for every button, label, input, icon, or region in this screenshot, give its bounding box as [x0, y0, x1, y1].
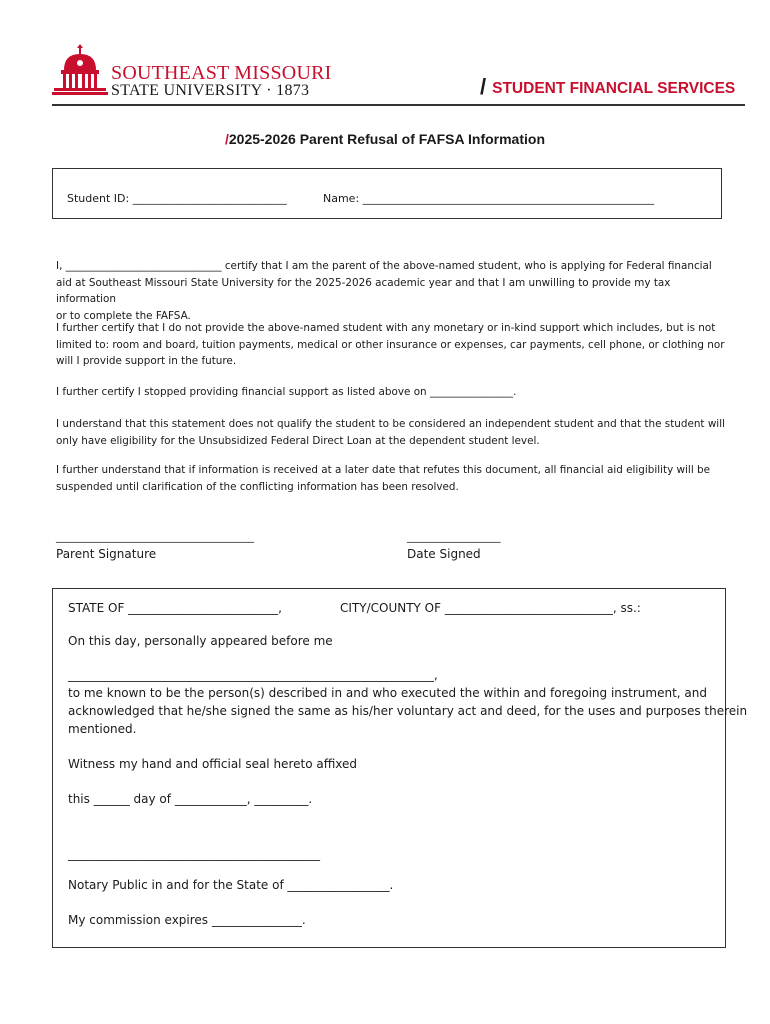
notary-acknowledgment-text [68, 684, 747, 738]
notary-appeared-text: On this day, personally appeared before me [68, 634, 333, 648]
student-id-field[interactable]: Student ID: ____________________________ [67, 192, 287, 205]
certification-paragraph-4 [56, 416, 726, 449]
notary-witness-text: Witness my hand and official seal hereto affixed [68, 757, 358, 771]
notary-date-field[interactable]: this ______ day of ____________, _________. [68, 792, 313, 806]
brand-name-line2: STATE UNIVERSITY · 1873 [111, 82, 310, 99]
notary-commission-field[interactable]: My commission expires _______________. [68, 913, 306, 927]
paragraph-line: I further certify I stopped providing financial support as listed above on ________________. [56, 386, 517, 398]
department-title [480, 73, 735, 99]
paragraph-line: I understand that this statement does not qualify the student to be considered an independent student and that the student will [56, 418, 725, 430]
title-slash: / [224, 131, 229, 147]
department-slash: / [480, 74, 487, 99]
department-name: STUDENT FINANCIAL SERVICES [492, 80, 736, 97]
brand-name-line1: SOUTHEAST MISSOURI [111, 62, 332, 84]
certification-paragraph-2 [56, 320, 726, 370]
certification-paragraph-5 [56, 462, 726, 495]
certification-paragraph-1 [56, 258, 726, 324]
paragraph-line: I further understand that if information is received at a later date that refutes this document, all financial aid eligibility will be [56, 464, 710, 476]
notary-state-field[interactable]: STATE OF _________________________, [68, 601, 282, 615]
parent-signature-label: Parent Signature [56, 547, 157, 561]
paragraph-line: suspended until clarification of the conflicting information has been resolved. [56, 480, 459, 493]
date-signed-label: Date Signed [407, 547, 481, 561]
paragraph-line: or to complete the FAFSA. [56, 309, 191, 322]
date-signed-line[interactable]: _________________ [407, 530, 501, 543]
notary-line: acknowledged that he/she signed the same as his/her voluntary act and deed, for the uses and purposes therein [68, 704, 748, 718]
paragraph-line: limited to: room and board, tuition payments, medical or other insurance or expenses, car payments, cell phone, or clothing nor [56, 338, 725, 351]
paragraph-line: only have eligibility for the Unsubsidized Federal Direct Loan at the dependent student level. [56, 434, 540, 447]
paragraph-line: I further certify that I do not provide the above-named student with any monetary or in-kind support which includes, but is not [56, 322, 716, 334]
university-seal-logo [52, 42, 108, 98]
notary-county-field[interactable]: CITY/COUNTY OF ____________________________, ss.: [340, 601, 641, 615]
header-divider [52, 104, 745, 106]
notary-person-name-line[interactable]: _____________________________________________________________, [68, 668, 438, 682]
notary-public-state-field[interactable]: Notary Public in and for the State of _________________. [68, 878, 394, 892]
parent-signature-line[interactable]: ____________________________________ [56, 530, 254, 543]
certification-paragraph-3 [56, 384, 726, 401]
page-title [0, 131, 770, 147]
student-name-field[interactable]: Name: _____________________________________________________ [323, 192, 655, 205]
paragraph-line: aid at Southeast Missouri State University for the 2025-2026 academic year and that I am unwilling to provide my tax information [56, 276, 671, 306]
notary-line: mentioned. [68, 722, 137, 736]
paragraph-line: I, ______________________________ certify that I am the parent of the above-named student, who is applying for Federal financial [56, 260, 712, 272]
notary-signature-line[interactable]: __________________________________________ [68, 847, 320, 861]
notary-line: to me known to be the person(s) described in and who executed the within and foregoing instrument, and [68, 686, 707, 700]
paragraph-line: will I provide support in the future. [56, 355, 237, 368]
title-text: 2025-2026 Parent Refusal of FAFSA Information [228, 131, 545, 147]
